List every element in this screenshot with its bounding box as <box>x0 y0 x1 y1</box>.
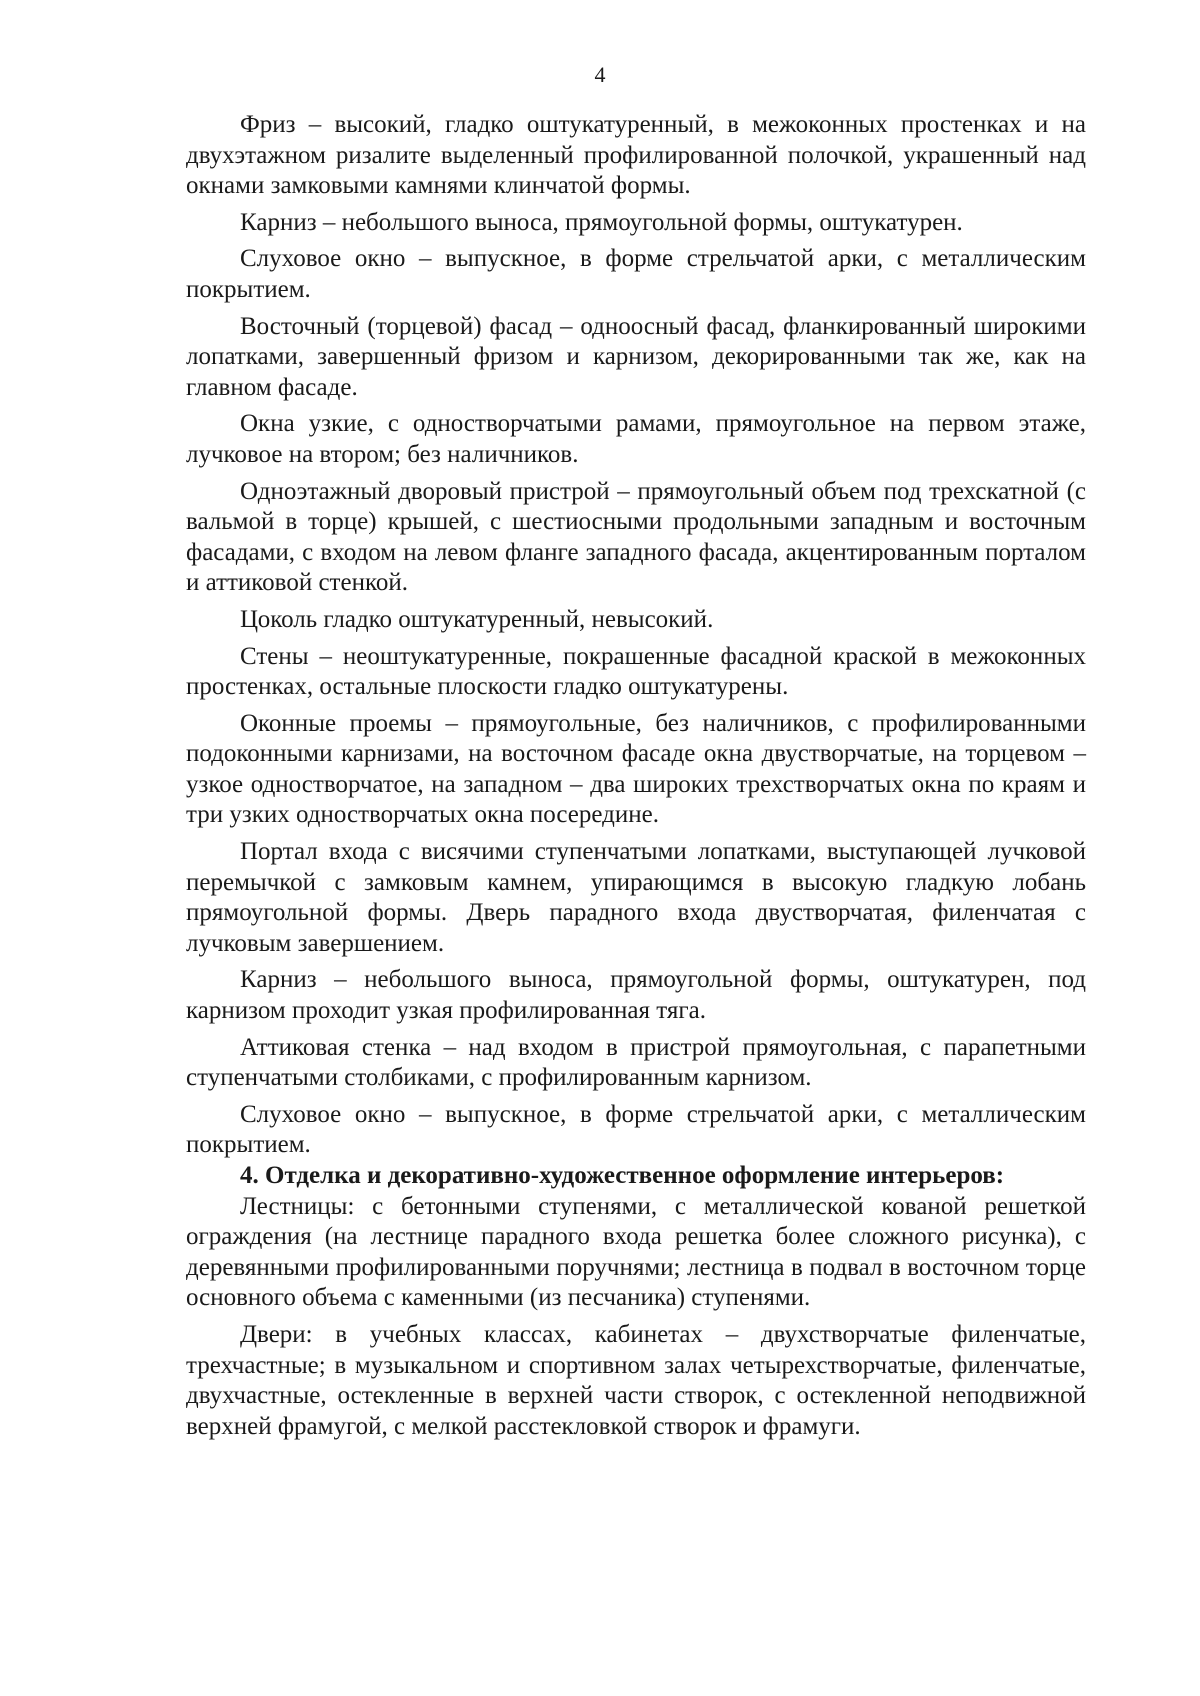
paragraph-courtyard-annex: Одноэтажный дворовый пристрой – прямоугольный объем под трехскатной (с вальмой в торце) крышей, с шестиосными продольными западным и восточным фасадами, с входом на левом фланге западного фасада, акцентированным порталом и аттиковой стенкой. <box>186 477 1086 597</box>
paragraph-stairs: Лестницы: с бетонными ступенями, с металлической кованой решеткой ограждения (на лестнице парадного входа решетка более сложного рисунка), с деревянными профилированными поручнями; лестница в подвал в восточном торце основного объема с каменными (из песчаника) ступенями. <box>186 1192 1086 1312</box>
paragraph-plinth: Цоколь гладко оштукатуренный, невысокий. <box>240 605 714 633</box>
paragraph-doors: Двери: в учебных классах, кабинетах – двухстворчатые филенчатые, трехчастные; в музыкальном и спортивном залах четырехстворчатые, филенчатые, двухчастные, остекленные в верхней части створок, с остекленной неподвижной верхней фрамугой, с мелкой расстекловкой створок и фрамуги. <box>186 1320 1086 1440</box>
paragraph-attic-wall: Аттиковая стенка – над входом в пристрой прямоугольная, с парапетными ступенчатыми столбиками, с профилированным карнизом. <box>186 1033 1086 1092</box>
paragraph-entrance-portal: Портал входа с висячими ступенчатыми лопатками, выступающей лучковой перемычкой с замковым камнем, упирающимся в высокую гладкую лобань прямоугольной формы. Дверь парадного входа двустворчатая, филенчатая с лучковым завершением. <box>186 838 1086 957</box>
page-body <box>186 110 1086 1442</box>
section-heading: 4. Отделка и декоративно-художественное оформление интерьеров: <box>240 1162 1005 1189</box>
paragraph-frieze: Фриз – высокий, гладко оштукатуренный, в межоконных простенках и на двухэтажном ризалите выделенный профилированной полочкой, украшенный над окнами замковыми камнями клинчатой формы. <box>186 111 1086 200</box>
page-number: 4 <box>594 62 606 87</box>
paragraph-annex-dormer: Слуховое окно – выпускное, в форме стрельчатой арки, с металлическим покрытием. <box>186 1100 1086 1159</box>
paragraph-windows: Окна узкие, с одностворчатыми рамами, прямоугольное на первом этаже, лучковое на втором; без наличников. <box>186 410 1086 468</box>
paragraph-walls: Стены – неоштукатуренные, покрашенные фасадной краской в межоконных простенках, остальные плоскости гладко оштукатурены. <box>186 642 1086 701</box>
paragraph-window-openings: Оконные проемы – прямоугольные, без наличников, с профилированными подоконными карнизами, на восточном фасаде окна двустворчатые, на торцевом – узкое одностворчатое, на западном – два широких трехстворчатых окна по краям и три узких одностворчатых окна посередине. <box>186 709 1086 829</box>
paragraph-dormer-window: Слуховое окно – выпускное, в форме стрельчатой арки, с металлическим покрытием. <box>186 245 1086 303</box>
paragraph-east-facade: Восточный (торцевой) фасад – одноосный фасад, фланкированный широкими лопатками, завершенный фризом и карнизом, декорированными так же, как на главном фасаде. <box>186 312 1086 401</box>
paragraph-cornice: Карниз – небольшого выноса, прямоугольной формы, оштукатурен. <box>240 208 963 236</box>
paragraph-annex-cornice: Карниз – небольшого выноса, прямоугольной формы, оштукатурен, под карнизом проходит узкая профилированная тяга. <box>186 966 1086 1025</box>
